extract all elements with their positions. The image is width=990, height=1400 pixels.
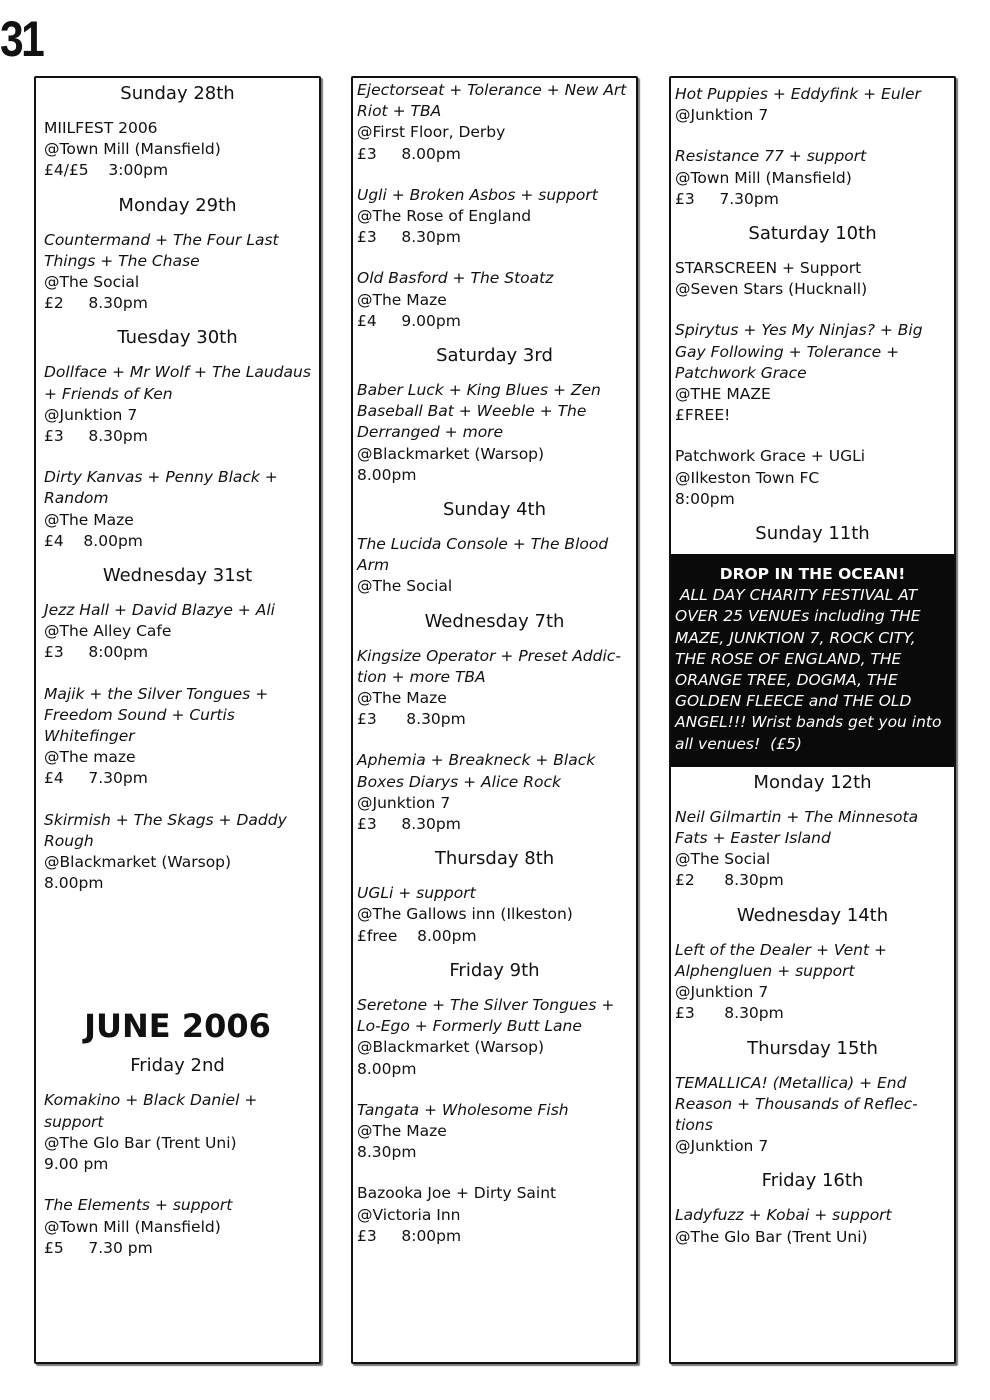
event-venue: @The Gallows inn (Ilkeston) xyxy=(357,905,573,924)
event-price-time: £2 8.30pm xyxy=(44,294,148,313)
event-price-time: 9.00 pm xyxy=(44,1155,109,1174)
event-venue: @Blackmarket (Warsop) xyxy=(44,853,232,872)
event-name: STARSCREEN + Support xyxy=(675,259,862,278)
event-price-time: 8:00pm xyxy=(675,489,735,508)
event-bands: Tangata + Wholesome Fish xyxy=(357,1100,569,1119)
event-price-time: 8.00pm xyxy=(357,465,417,484)
event-venue: @Junktion 7 xyxy=(357,793,451,812)
event-bands: Resistance 77 + support xyxy=(675,147,867,166)
event-bands: Seretone + The Silver Tongues + Lo-Ego + Formerly Butt Lane xyxy=(357,995,615,1036)
event-venue: @Town Mill (Mansfield) xyxy=(44,1217,221,1236)
event-venue: @The Glo Bar (Trent Uni) xyxy=(44,1133,237,1152)
event-price-time: £3 8:00pm xyxy=(44,643,149,662)
event-listing xyxy=(675,807,950,892)
event-bands: Dollface + Mr Wolf + The Laudaus + Friends of Ken xyxy=(44,363,311,403)
event-price-time: £3 8:00pm xyxy=(357,1226,462,1245)
event-listing xyxy=(675,1073,950,1158)
promo-body: ALL DAY CHARITY FESTIVAL AT OVER 25 VENUEs including THE MAZE, JUNKTION 7, ROCK CITY, THE ROSE OF ENGLAND, THE ORANGE TREE, DOGMA, THE GOLDEN FLEECE and THE OLD ANGEL!!! Wrist bands get you into all venues! (£5) xyxy=(675,586,947,753)
day-heading: Friday 16th xyxy=(761,1170,864,1192)
day-heading: Sunday 28th xyxy=(120,83,235,104)
event-bands: Skirmish + The Skags + Daddy Rough xyxy=(44,810,287,850)
event-listing xyxy=(44,684,311,790)
event-venue: @Junktion 7 xyxy=(675,1137,769,1156)
event-name: MIILFEST 2006 xyxy=(44,119,158,137)
event-bands: Ejectorseat + Tolerance + New Art Riot + TBA xyxy=(357,81,627,121)
day-heading: Thursday 8th xyxy=(434,848,555,870)
event-price-time: £3 8.30pm xyxy=(357,815,461,834)
event-bands: Old Basford + The Stoatz xyxy=(357,269,554,288)
event-price-time: 8.30pm xyxy=(357,1143,417,1162)
event-price-time: £4 9.00pm xyxy=(357,311,461,330)
event-price-time: £4/£5 3:00pm xyxy=(44,161,169,180)
event-listing xyxy=(44,1195,311,1259)
event-bands: Komakino + Black Daniel + support xyxy=(44,1091,258,1131)
event-bands: Jezz Hall + David Blazye + Ali xyxy=(44,601,275,620)
day-heading: Saturday 10th xyxy=(748,223,877,245)
day-heading: Friday 2nd xyxy=(130,1055,225,1077)
event-listing xyxy=(675,1205,950,1247)
event-listing xyxy=(675,320,950,426)
event-listing xyxy=(675,258,950,300)
event-listing xyxy=(44,230,311,315)
event-bands: Aphemia + Breakneck + Black Boxes Diarys + Alice Rock xyxy=(357,751,596,791)
event-venue: @The maze xyxy=(44,748,136,767)
event-listing xyxy=(675,84,950,126)
event-price-time: £3 8.30pm xyxy=(357,228,461,247)
event-bands: Kingsize Operator + Preset Addic-tion + more TBA xyxy=(357,646,621,686)
event-listing xyxy=(357,268,632,332)
event-venue: @Junktion 7 xyxy=(44,405,138,424)
event-listing xyxy=(357,646,632,731)
event-venue: @The Maze xyxy=(357,1121,447,1140)
event-venue: @Blackmarket (Warsop) xyxy=(357,444,545,463)
event-price-time: £3 8.00pm xyxy=(357,144,461,163)
event-price-time: £free 8.00pm xyxy=(357,926,477,945)
listings-column-2 xyxy=(351,76,638,1364)
event-listing xyxy=(44,118,311,182)
event-venue: @THE MAZE xyxy=(675,385,771,404)
event-bands: The Elements + support xyxy=(44,1196,233,1215)
event-bands: Neil Gilmartin + The Minnesota Fats + Easter Island xyxy=(675,807,919,848)
day-heading: Wednesday 14th xyxy=(736,904,889,926)
event-venue: @The Maze xyxy=(44,510,134,529)
event-price-time: £4 8.00pm xyxy=(44,531,143,550)
event-bands: TEMALLICA! (Metallica) + End Reason + Thousands of Reflec-tions xyxy=(675,1073,918,1134)
event-venue: @Victoria Inn xyxy=(357,1205,461,1224)
event-venue: @Blackmarket (Warsop) xyxy=(357,1038,545,1057)
event-listing xyxy=(357,1183,632,1247)
event-listing xyxy=(44,362,311,447)
event-bands: Hot Puppies + Eddyfink + Euler xyxy=(675,85,921,103)
event-price-time: £FREE! xyxy=(675,406,731,425)
event-bands: Ladyfuzz + Kobai + support xyxy=(675,1206,892,1225)
event-venue: @The Social xyxy=(675,850,771,869)
event-venue: @The Maze xyxy=(357,689,447,708)
promo-title: DROP IN THE OCEAN! xyxy=(719,565,906,584)
event-price-time: £4 7.30pm xyxy=(44,769,148,788)
event-venue: @Town Mill (Mansfield) xyxy=(44,140,221,159)
event-venue: @The Rose of England xyxy=(357,207,532,226)
day-heading: Sunday 11th xyxy=(755,523,870,545)
listings-column-3 xyxy=(669,76,956,1364)
event-listing xyxy=(357,1100,632,1164)
event-bands: Majik + the Silver Tongues + Freedom Sound + Curtis Whitefinger xyxy=(44,684,269,746)
event-name: Patchwork Grace + UGLi xyxy=(675,447,866,466)
event-bands: The Lucida Console + The Blood Arm xyxy=(357,535,609,575)
event-listing xyxy=(675,146,950,210)
event-listing xyxy=(357,883,632,947)
event-listing xyxy=(675,940,950,1025)
month-heading: JUNE 2006 xyxy=(84,1007,271,1046)
day-heading: Wednesday 31st xyxy=(102,565,253,587)
event-venue: @The Glo Bar (Trent Uni) xyxy=(675,1227,868,1246)
event-listing xyxy=(357,995,632,1080)
event-listing xyxy=(44,1090,311,1175)
event-name: Bazooka Joe + Dirty Saint xyxy=(357,1184,557,1203)
event-listing xyxy=(44,810,311,895)
event-listing xyxy=(357,534,632,598)
day-heading: Monday 29th xyxy=(118,194,237,216)
day-heading: Wednesday 7th xyxy=(424,610,565,632)
event-listing xyxy=(357,380,632,486)
day-heading: Saturday 3rd xyxy=(436,345,553,367)
event-listing xyxy=(357,185,632,249)
event-listing xyxy=(357,750,632,835)
day-heading: Friday 9th xyxy=(449,959,540,981)
event-venue: @Town Mill (Mansfield) xyxy=(675,168,852,187)
event-bands: Countermand + The Four Last Things + The Chase xyxy=(44,230,279,270)
festival-promo-box xyxy=(671,554,954,767)
day-heading: Tuesday 30th xyxy=(117,327,238,349)
event-venue: @The Maze xyxy=(357,290,447,309)
event-bands: Dirty Kanvas + Penny Black + Random xyxy=(44,468,278,508)
event-price-time: £2 8.30pm xyxy=(675,871,784,890)
event-listing xyxy=(675,446,950,510)
event-venue: @The Social xyxy=(44,273,140,292)
event-price-time: 8.00pm xyxy=(357,1059,417,1078)
event-price-time: £3 8.30pm xyxy=(357,710,466,729)
event-venue: @Ilkeston Town FC xyxy=(675,468,820,487)
event-venue: @Junktion 7 xyxy=(675,106,769,125)
event-price-time: £3 8.30pm xyxy=(44,427,148,446)
event-listing xyxy=(44,600,311,664)
event-listing xyxy=(357,80,632,165)
event-listing xyxy=(44,467,311,552)
event-venue: @First Floor, Derby xyxy=(357,123,506,142)
day-heading: Sunday 4th xyxy=(443,499,546,521)
event-bands: Left of the Dealer + Vent + Alphengluen + support xyxy=(675,940,887,980)
event-price-time: £5 7.30 pm xyxy=(44,1238,153,1257)
event-price-time: £3 7.30pm xyxy=(675,189,779,208)
event-bands: Baber Luck + King Blues + Zen Baseball Bat + Weeble + The Derranged + more xyxy=(357,381,601,442)
event-bands: Ugli + Broken Asbos + support xyxy=(357,185,598,204)
listings-column-1 xyxy=(34,76,321,1364)
page-number: 31 xyxy=(0,11,43,67)
day-heading: Monday 12th xyxy=(753,771,872,793)
event-bands: UGLi + support xyxy=(357,884,476,903)
day-heading: Thursday 15th xyxy=(747,1037,878,1059)
event-venue: @The Alley Cafe xyxy=(44,622,172,641)
event-venue: @Junktion 7 xyxy=(675,983,769,1002)
event-price-time: £3 8.30pm xyxy=(675,1004,784,1023)
event-venue: @Seven Stars (Hucknall) xyxy=(675,280,868,299)
event-bands: Spirytus + Yes My Ninjas? + Big Gay Following + Tolerance + Patchwork Grace xyxy=(675,321,923,382)
event-price-time: 8.00pm xyxy=(44,874,104,893)
event-venue: @The Social xyxy=(357,577,453,596)
